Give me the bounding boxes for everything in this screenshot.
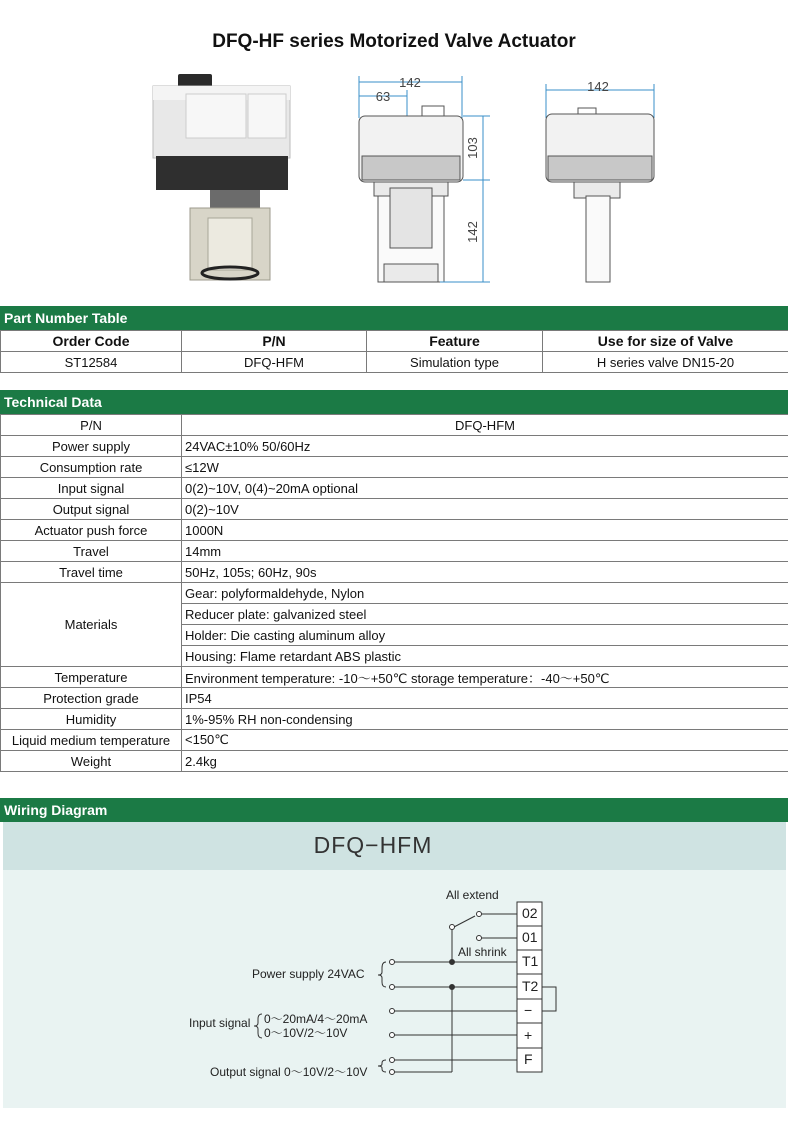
- part-table-heading: Part Number Table: [0, 306, 788, 330]
- all-extend-label: All extend: [446, 888, 499, 902]
- table-row: [1, 688, 788, 709]
- technical-data-heading: Technical Data: [0, 390, 788, 414]
- input-signal-label: Input signal: [189, 1016, 251, 1030]
- product-images: [0, 68, 788, 290]
- wiring-schematic: [3, 822, 786, 1108]
- row-label: Temperature: [1, 667, 182, 688]
- wiring-diagram-heading: Wiring Diagram: [0, 798, 788, 822]
- row-label: Weight: [1, 751, 182, 772]
- table-row: [1, 352, 788, 373]
- terminal-minus: −: [524, 1002, 533, 1018]
- table-row: [1, 709, 788, 730]
- table-row: [1, 520, 788, 541]
- row-label: Protection grade: [1, 688, 182, 709]
- material-item: Gear: polyformaldehyde, Nylon: [182, 583, 788, 604]
- side-dimension-drawing: [546, 84, 654, 282]
- dim-offset: 63: [375, 89, 391, 104]
- all-shrink-label: All shrink: [458, 945, 507, 959]
- row-value: 2.4kg: [182, 751, 788, 772]
- row-value: 0(2)~10V: [182, 499, 788, 520]
- row-label: Humidity: [1, 709, 182, 730]
- terminal-f: F: [524, 1051, 533, 1067]
- terminal-02: 02: [522, 905, 538, 921]
- dim-height-bottom: 142: [465, 221, 480, 243]
- row-label: Actuator push force: [1, 520, 182, 541]
- table-row: [1, 499, 788, 520]
- input-signal-range-1: 0～20mA/4～20mA: [264, 1012, 368, 1026]
- material-item: Housing: Flame retardant ABS plastic: [182, 646, 788, 667]
- row-label: Power supply: [1, 436, 182, 457]
- output-signal-label: Output signal 0～10V/2～10V: [210, 1065, 368, 1079]
- table-row: [1, 415, 788, 436]
- actuator-photo: [153, 74, 290, 280]
- material-item: Reducer plate: galvanized steel: [182, 604, 788, 625]
- terminal-plus: +: [524, 1027, 533, 1043]
- row-label: Input signal: [1, 478, 182, 499]
- row-label: Output signal: [1, 499, 182, 520]
- table-row: [1, 478, 788, 499]
- wiring-diagram: [3, 822, 786, 1108]
- header-pn: P/N: [182, 331, 367, 352]
- table-row: [1, 541, 788, 562]
- terminal-01: 01: [522, 929, 538, 945]
- part-number-table: [0, 330, 788, 373]
- header-order-code: Order Code: [1, 331, 182, 352]
- terminal-t1: T1: [522, 953, 539, 969]
- wiring-model-title: DFQ−HFM: [313, 832, 433, 858]
- row-value: ≤12W: [182, 457, 788, 478]
- front-dimension-drawing: [359, 76, 490, 282]
- header-feature: Feature: [367, 331, 543, 352]
- row-label: Travel time: [1, 562, 182, 583]
- table-row: [1, 562, 788, 583]
- row-label: Consumption rate: [1, 457, 182, 478]
- row-value: <150℃: [182, 730, 788, 751]
- row-value: DFQ-HFM: [182, 415, 788, 436]
- input-signal-range-2: 0～10V/2～10V: [264, 1026, 348, 1040]
- table-row: [1, 751, 788, 772]
- dim-width-2: 142: [587, 79, 609, 94]
- power-supply-label: Power supply 24VAC: [252, 967, 365, 981]
- row-label: Travel: [1, 541, 182, 562]
- table-row: [1, 436, 788, 457]
- table-row: [1, 457, 788, 478]
- row-value: Environment temperature: -10～+50℃ storage temperature：-40～+50℃: [182, 667, 788, 688]
- dim-width-1: 142: [399, 75, 421, 90]
- materials-label: Materials: [1, 583, 182, 667]
- cell-pn: DFQ-HFM: [182, 352, 367, 373]
- row-value: 24VAC±10% 50/60Hz: [182, 436, 788, 457]
- header-valve-size: Use for size of Valve: [543, 331, 788, 352]
- row-value: 50Hz, 105s; 60Hz, 90s: [182, 562, 788, 583]
- terminal-t2: T2: [522, 978, 539, 994]
- row-value: 1%-95% RH non-condensing: [182, 709, 788, 730]
- table-row: [1, 583, 788, 604]
- row-value: IP54: [182, 688, 788, 709]
- cell-feature: Simulation type: [367, 352, 543, 373]
- row-label: P/N: [1, 415, 182, 436]
- cell-valve-size: H series valve DN15-20: [543, 352, 788, 373]
- table-header-row: [1, 331, 788, 352]
- technical-data-table: [0, 414, 788, 772]
- cell-order-code: ST12584: [1, 352, 182, 373]
- row-value: 14mm: [182, 541, 788, 562]
- row-value: 1000N: [182, 520, 788, 541]
- page-title: DFQ-HF series Motorized Valve Actuator: [212, 31, 576, 52]
- row-label: Liquid medium temperature: [1, 730, 182, 751]
- table-row: [1, 730, 788, 751]
- material-item: Holder: Die casting aluminum alloy: [182, 625, 788, 646]
- dim-height-top: 103: [465, 137, 480, 159]
- table-row: [1, 667, 788, 688]
- row-value: 0(2)~10V, 0(4)~20mA optional: [182, 478, 788, 499]
